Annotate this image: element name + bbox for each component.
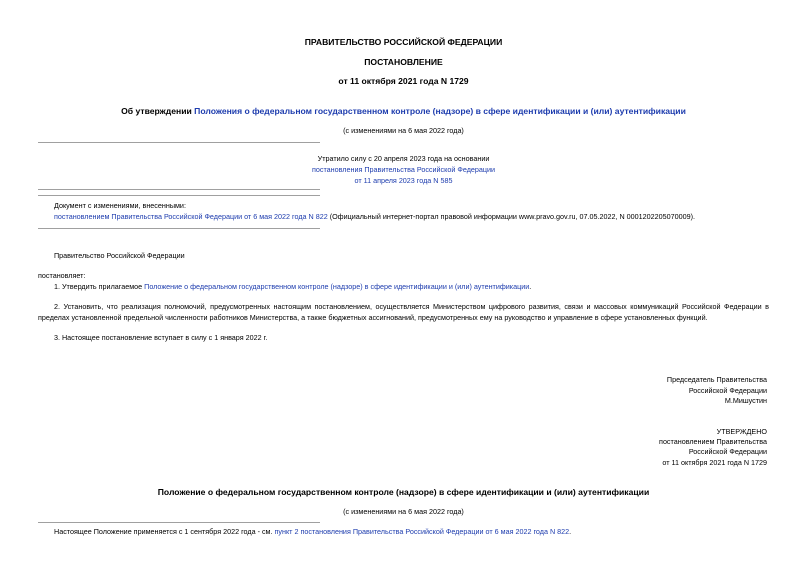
clause-2-line-2: пределах установленной предельной численности работников Министерства, а также бюджетных ассигнований, предусмотренных ему на руководство и управление в сфере установленных функций.: [38, 313, 708, 322]
regulation-title-link[interactable]: Положения о федеральном государственном контроле (надзоре) в сфере идентификации и (или) аутентификации: [194, 106, 686, 116]
government-name: Правительство Российской Федерации: [54, 251, 185, 260]
approved-by: постановлением Правительства: [659, 437, 767, 446]
amendments-source: [54, 212, 695, 221]
separator-line: [38, 195, 320, 196]
approved-country: Российской Федерации: [688, 447, 767, 456]
application-note-link[interactable]: пункт 2 постановления Правительства Российской Федерации от 6 мая 2022 года N 822: [274, 527, 570, 536]
clause-1-prefix: 1. Утвердить прилагаемое: [54, 282, 145, 291]
regulation-application-note: [54, 527, 571, 536]
expired-decree-link[interactable]: постановления Правительства Российской Федерации: [311, 165, 496, 174]
regulation-heading: Положение о федеральном государственном контроле (надзоре) в сфере идентификации и (или) аутентификации: [157, 487, 650, 497]
document-date-number: от 11 октября 2021 года N 1729: [338, 76, 469, 86]
changes-note: (с изменениями на 6 мая 2022 года): [343, 126, 464, 135]
separator-line: [38, 228, 320, 229]
application-note-suffix: .: [569, 527, 572, 536]
signature-name: М.Мишустин: [724, 396, 767, 405]
signature-title: Председатель Правительства: [666, 375, 767, 384]
clause-3: 3. Настоящее постановление вступает в силу с 1 января 2022 г.: [54, 333, 268, 342]
amendments-label: Документ с изменениями, внесенными:: [54, 201, 186, 210]
expired-notice-line1: Утратило силу с 20 апреля 2023 года на основании: [317, 154, 490, 163]
approved-date: от 11 октября 2021 года N 1729: [662, 458, 767, 467]
document-title: [0, 106, 807, 116]
signature-country: Российской Федерации: [688, 386, 767, 395]
clause-2-line-1: 2. Установить, что реализация полномочий, предусмотренных настоящим постановлением, осуществляется Министерством цифрового развития, связи и массовых коммуникаций Российской Федерации в: [54, 302, 769, 311]
government-heading: ПРАВИТЕЛЬСТВО РОССИЙСКОЙ ФЕДЕРАЦИИ: [304, 37, 503, 47]
clause-1-suffix: .: [529, 282, 532, 291]
regulation-link[interactable]: Положение о федеральном государственном контроле (надзоре) в сфере идентификации и (или) аутентификации: [144, 282, 530, 291]
regulation-changes-note: (с изменениями на 6 мая 2022 года): [343, 507, 464, 516]
application-note-prefix: Настоящее Положение применяется с 1 сентября 2022 года - см.: [54, 527, 275, 536]
separator-line: [38, 522, 320, 523]
amendment-decree-link[interactable]: постановлением Правительства Российской Федерации от 6 мая 2022 года N 822: [54, 212, 328, 221]
document-title-prefix: Об утверждении: [121, 106, 195, 116]
document-type-heading: ПОСТАНОВЛЕНИЕ: [364, 57, 443, 67]
clause-1: [54, 282, 531, 291]
expired-decree-date-link[interactable]: от 11 апреля 2023 года N 585: [354, 176, 453, 185]
separator-line: [38, 142, 320, 143]
separator-line: [38, 189, 320, 190]
amendment-publication-info: (Официальный интернет-портал правовой информации www.pravo.gov.ru, 07.05.2022, N 0001202205070009).: [327, 212, 695, 221]
approved-label: УТВЕРЖДЕНО: [716, 427, 767, 436]
decides-word: постановляет:: [38, 271, 86, 280]
